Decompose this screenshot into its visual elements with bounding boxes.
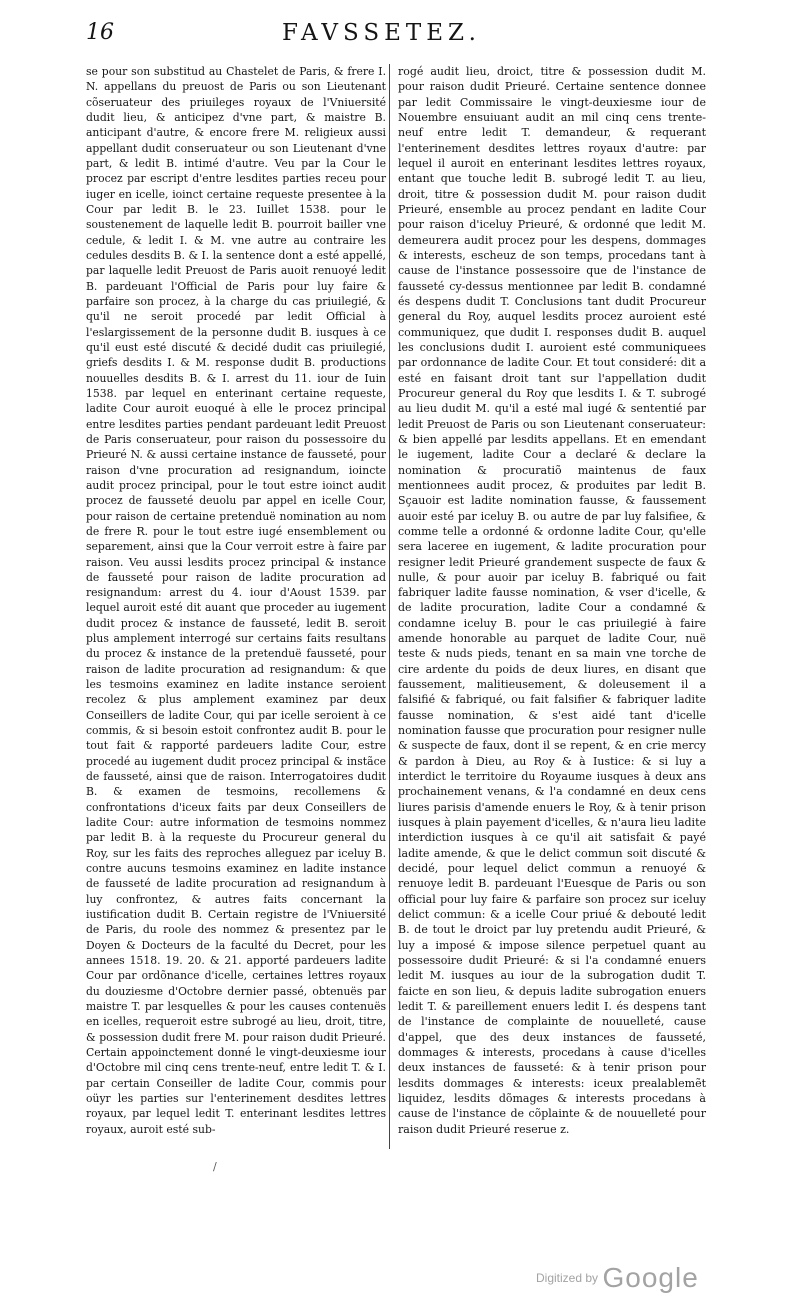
right-column: [398, 64, 706, 1137]
digitized-watermark: [536, 1262, 699, 1294]
column-rule: [389, 64, 390, 1149]
page-number: 16: [86, 20, 114, 45]
left-column: [86, 64, 386, 1137]
right-column-text: rogé audit lieu, droict, titre & possession dudit M. pour raison dudit Prieuré. Certaine sentence donnee par ledit Commissaire le vingt-deuxiesme iour de Nouembre ensuiuant audit an mil cinq cens trente-neuf entre ledit T. demandeur, & requerant l'enterinement desdites lettres royaux d'autre: par lequel il auroit en enterinant lesdites lettres royaux, entant que touche ledit B. subrogé ledit T. au lieu, droit, titre & possession dudit M. pour raison dudit Prieuré, ensemble au procez pendant en ladite Cour pour raison d'iceluy Prieuré, & ordonné que ledit M. demeurera audit procez pour les despens, dommages & interests, escheuz de son temps, procedans tant à cause de l'instance possessoire que de l'instance de fausseté cy-dessus mentionnee par ledit B. condamné és despens dudit T. Conclusions tant dudit Procureur general du Roy, auquel lesdits procez auroient esté communiquez, que dudit I. responses dudit B. auquel les conclusions dudit I. auroient esté communiquees par ordonnance de ladite Cour. Et tout consideré: dit a esté en faisant droit tant sur l'appellation dudit Procureur general du Roy que lesdits I. & T. subrogé au lieu dudit M. qu'il a esté mal iugé & sententié par ledit Preuost de Paris ou son Lieutenant conseruateur: & bien appellé par lesdits appellans. Et en emendant le iugement, ladite Cour a declaré & declare la nomination & procuratiõ maintenus de faux mentionnees audit procez, & produites par ledit B. Sçauoir est ladite nomination fausse, & faussement auoir esté par iceluy B. ou autre de par luy falsifiee, & comme telle a ordonné & ordonne ladite Cour, qu'elle sera laceree en iugement, & ladite procuration pour resigner ledit Prieuré grandement suspecte de faux & nulle, & pour auoir par iceluy B. fabriqué ou fait fabriquer ladite fausse nomination, & vser d'icelle, & de ladite procuration, ladite Cour a condamné & condamne iceluy B. pour le cas priuilegié à faire amende honorable au parquet de ladite Cour, nuë teste & nuds pieds, tenant en sa main vne torche de cire ardente du poids de deux liures, en disant que faussement, malitieusement, & doleusement il a falsifié & fabriqué, ou fait falsifier & fabriquer ladite fausse nomination, & s'est aidé tant d'icelle nomination fausse que procuration pour resigner nulle & suspecte de faux, dont il se repent, & en crie mercy & pardon à Dieu, au Roy & à Iustice: & si luy a interdict le territoire du Royaume iusques à deux ans prochainement venans, & l'a condamné en deux cens liures parisis d'amende enuers le Roy, & à tenir prison iusques à plain payement d'icelles, & n'aura lieu ladite interdiction iusques à ce qu'il ait satisfait & payé ladite amende, & que le delict commun soit discuté & decidé, pour lequel delict commun a renuoyé & renuoye ledit B. pardeuant l'Euesque de Paris ou son official pour luy faire & parfaire son procez sur iceluy delict commun: & a icelle Cour priué & debouté ledit B. de tout le droict par luy pretendu audit Prieuré, & luy a imposé & impose silence perpetuel quant au possessoire dudit Prieuré: & si l'a condamné enuers ledit M. iusques au iour de la subrogation dudit T. faicte en son lieu, & depuis ladite subrogation enuers ledit T. & pareillement enuers ledit I. és despens tant de l'instance de complainte de nouuelleté, cause d'appel, que des deux instances de fausseté, dommages & interests, procedans à cause d'icelles deux instances de fausseté: & à tenir prison pour lesdits dommages & interests: iceux prealablemẽt liquidez, lesdits dõmages & interests procedans à cause de l'instance de cõplainte & de nouuelleté pour raison dudit Prieuré reserue z.: [398, 65, 706, 1136]
google-logo: Google: [602, 1262, 699, 1293]
watermark-prefix: Digitized by: [536, 1271, 599, 1285]
stray-mark: /: [213, 1160, 217, 1173]
left-column-text: se pour son substitud au Chastelet de Paris, & frere I. N. appellans du preuost de Paris ou son Lieutenant cõseruateur des priuileges royaux de l'Vniuersité dudit lieu, & anticipez d'vne part, & maistre B. anticipant d'autre, & encore frere M. religieux aussi appellant dudit conseruateur ou son Lieutenant d'vne part, & ledit B. intimé d'autre. Veu par la Cour le procez par escript d'entre lesdites parties receu pour iuger en icelle, ioinct certaine requeste presentee à la Cour par ledit B. le 23. Iuillet 1538. pour le soustenement de laquelle ledit B. pourroit bailler vne cedule, & ledit I. & M. vne autre au contraire les cedules desdits B. & I. la sentence dont a esté appellé, par laquelle ledit Preuost de Paris auoit renuoyé ledit B. pardeuant l'Official de Paris pour luy faire & parfaire son procez, à la charge du cas priuilegié, & qu'il ne seroit procedé par ledit Official à l'eslargissement de la personne dudit B. iusques à ce qu'il eust esté discuté & decidé dudit cas priuilegié, griefs desdits I. & M. response dudit B. productions nouuelles desdits B. & I. arrest du 11. iour de Iuin 1538. par lequel en enterinant certaine requeste, ladite Cour auroit euoqué à elle le procez principal entre lesdites parties pendant pardeuant ledit Preuost de Paris conseruateur, pour raison du possessoire du Prieuré N. & aussi certaine instance de fausseté, pour raison d'vne procuration ad resignandum, ioincte audit procez principal, pour le tout estre ioinct audit procez de fausseté deuolu par appel en icelle Cour, pour raison de certaine pretenduë nomination au nom de frere R. pour le tout estre iugé ensemblement ou separement, ainsi que la Cour verroit estre à faire par raison. Veu aussi lesdits procez principal & instance de fausseté pour raison de ladite procuration ad resignandum: arrest du 4. iour d'Aoust 1539. par lequel auroit esté dit auant que proceder au iugement dudit procez & instance de fausseté, ledit B. seroit plus amplement interrogé sur certains faits resultans du procez & instance de la pretenduë fausseté, pour raison de ladite procuration ad resignandum: & que les tesmoins examinez en ladite instance seroient recolez & plus amplement examinez par deux Conseillers de ladite Cour, qui par icelle seroient à ce commis, & si besoin estoit confrontez audit B. pour le tout fait & rapporté pardeuers ladite Cour, estre procedé au iugement dudit procez principal & instãce de fausseté, ainsi que de raison. Interrogatoires dudit B. & examen de tesmoins, recollemens & confrontations d'iceux faits par deux Conseillers de ladite Cour: autre information de tesmoins nommez par ledit B. à la requeste du Procureur general du Roy, sur les faits des reproches alleguez par iceluy B. contre aucuns tesmoins examinez en ladite instance de fausseté de ladite procuration ad resignandum à luy confrontez, & autres faits concernant la iustification dudit B. Certain registre de l'Vniuersité de Paris, du roole des nommez & presentez par le Doyen & Docteurs de la faculté du Decret, pour les annees 1518. 19. 20. & 21. apporté pardeuers ladite Cour par ordõnance d'icelle, certaines lettres royaux du douziesme d'Octobre dernier passé, obtenuës par maistre T. par lesquelles & pour les causes contenuës en icelles, requeroit estre subrogé au lieu, droit, titre, & possession dudit frere M. pour raison dudit Prieuré. Certain appoinctement donné le vingt-deuxiesme iour d'Octobre mil cinq cens trente-neuf, entre ledit T. & I. par certain Conseiller de ladite Cour, commis pour oüyr les parties sur l'enterinement desdites lettres royaux, par lequel ledit T. enterinant lesdites lettres royaux, auroit esté sub-: [86, 65, 386, 1136]
running-head: FAVSSETEZ.: [282, 20, 481, 46]
